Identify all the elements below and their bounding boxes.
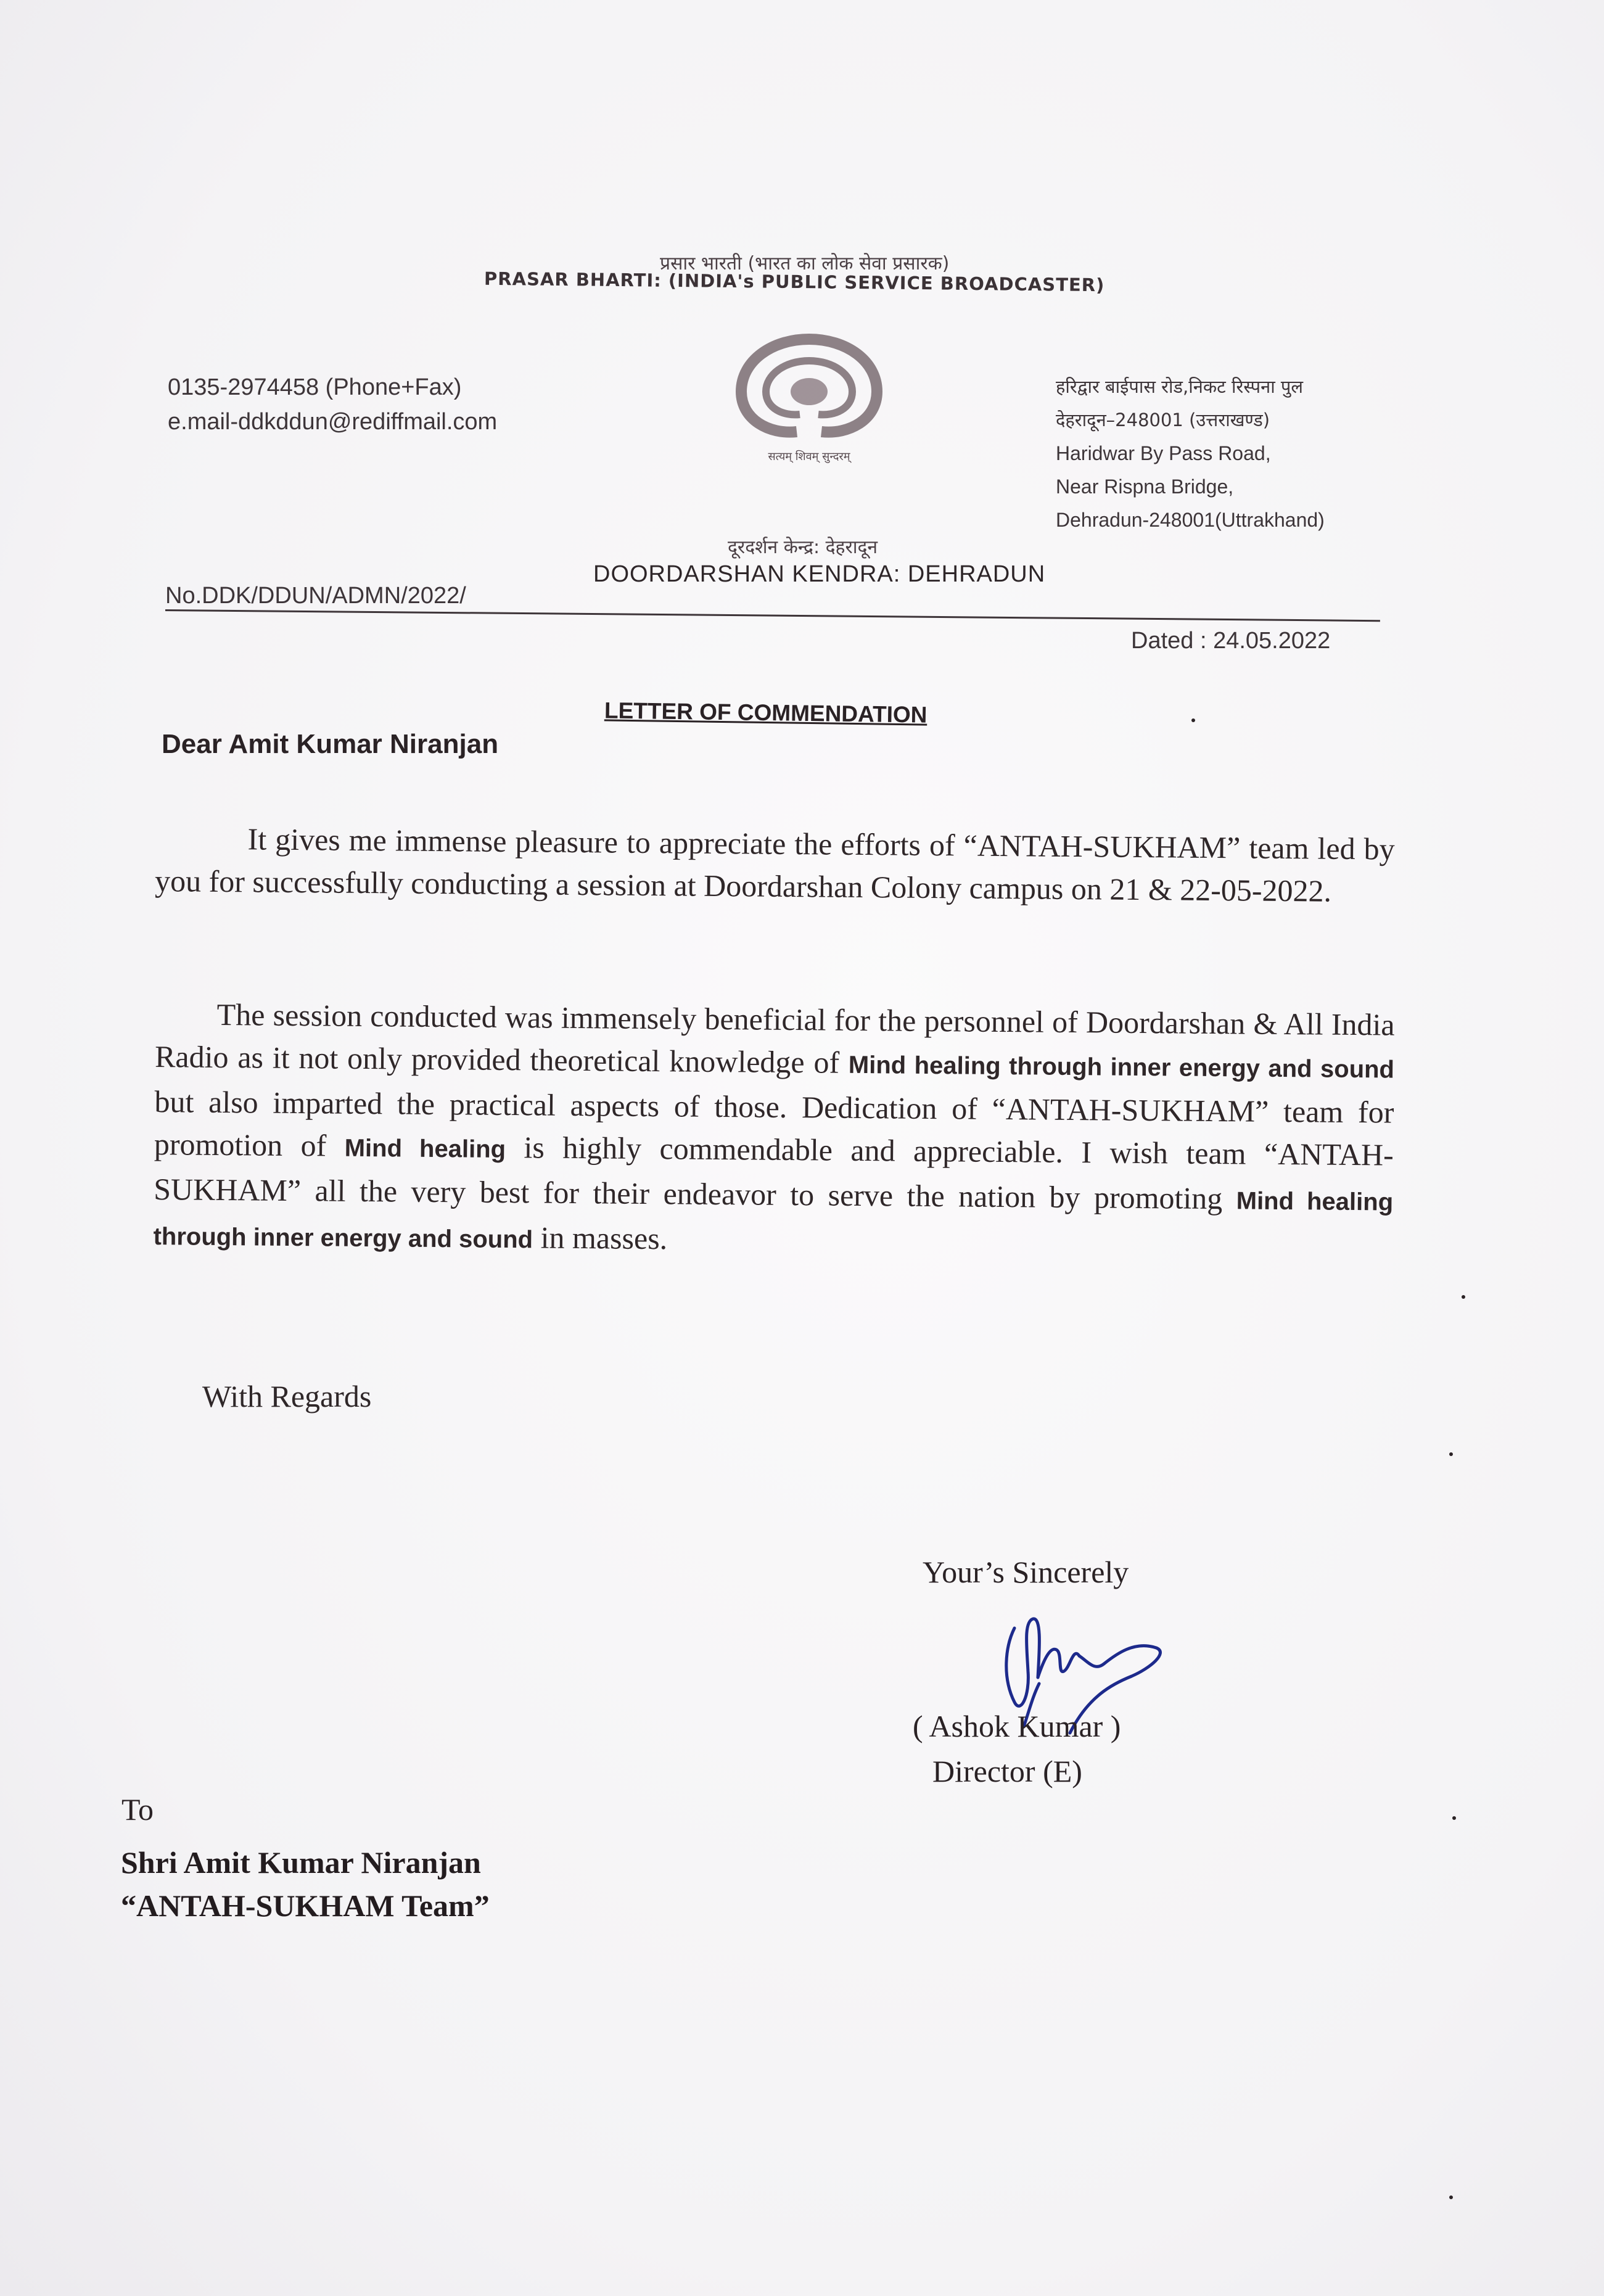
letter-heading: LETTER OF COMMENDATION (604, 697, 927, 728)
speck (1452, 1816, 1456, 1820)
p2-bold-phrase-1: Mind healing through inner energy and sound (848, 1051, 1395, 1084)
body-paragraph-2 (153, 993, 1395, 1269)
p2-bold-phrase-3: Mind healing through inner energy and sound (153, 1187, 1394, 1254)
address-line-2: Near Rispna Bridge, (1056, 475, 1234, 498)
signer-designation: Director (E) (932, 1754, 1082, 1788)
doordarshan-logo-icon (723, 327, 895, 469)
p2-text-e: is highly commendable and appreciable. I wish team “ANTAH-SUKHAM” all the very best for their endeavor to serve the nation by promoting (153, 1129, 1394, 1216)
kendra-english-name: DOORDARSHAN KENDRA: DEHRADUN (593, 561, 1046, 587)
address-line-1: Haridwar By Pass Road, (1056, 442, 1271, 464)
speck (1191, 718, 1195, 722)
salutation: Dear Amit Kumar Niranjan (162, 729, 499, 759)
address-block (1056, 370, 1325, 537)
address-hindi-line-1: हरिद्वार बाईपास रोड,निकट रिस्पना पुल (1056, 376, 1304, 397)
speck (1462, 1295, 1465, 1299)
contact-block (168, 370, 497, 439)
address-line-3: Dehradun-248001(Uttrakhand) (1056, 509, 1325, 531)
p2-text-c: but also imparted the practical aspects of those. Dedication of “ANTAH-SUKHAM” team for promotion of (154, 1084, 1394, 1163)
kendra-hindi-name: दूरदर्शन केन्द्र: देहरादून (728, 537, 878, 558)
recipient-block (121, 1841, 490, 1927)
speck (1449, 2195, 1453, 2199)
logo-motto: सत्यम् शिवम् सुन्दरम् (768, 450, 850, 463)
p2-bold-phrase-2: Mind healing (344, 1134, 506, 1163)
to-label: To (121, 1792, 154, 1827)
letter-date: Dated : 24.05.2022 (1131, 628, 1331, 654)
signer-name: ( Ashok Kumar ) (913, 1709, 1121, 1743)
address-hindi-line-2: देहरादून–248001 (उत्तराखण्ड) (1056, 409, 1270, 430)
letterhead-hindi-title: प्रसार भारती (भारत का लोक सेवा प्रसारक) (660, 253, 950, 274)
header-divider (165, 609, 1380, 622)
body-paragraph-1: It gives me immense pleasure to appreciate the efforts of “ANTAH-SUKHAM” team led by you for successfully conducting a session at Doordarshan Colony campus on 21 & 22-05-2022. (154, 821, 1395, 908)
recipient-team: “ANTAH-SUKHAM Team” (121, 1888, 490, 1923)
recipient-name: Shri Amit Kumar Niranjan (121, 1845, 481, 1880)
closing-line: Your’s Sincerely (923, 1555, 1129, 1589)
p2-text-a: The session conducted was immensely beneficial for the personnel of Doordarshan & All India Radio as it not only provided theoretical knowledge of (154, 997, 1395, 1080)
p2-text-g: in masses. (532, 1220, 668, 1256)
letterhead-english-title: PRASAR BHARTI: (INDIA's PUBLIC SERVICE BROADCASTER) (483, 268, 1105, 296)
regards-line: With Regards (202, 1379, 372, 1413)
reference-number: No.DDK/DDUN/ADMN/2022/ (165, 583, 466, 609)
email-address: e.mail-ddkddun@rediffmail.com (168, 409, 498, 435)
speck (1449, 1452, 1453, 1456)
phone-number: 0135-2974458 (Phone+Fax) (168, 374, 462, 400)
